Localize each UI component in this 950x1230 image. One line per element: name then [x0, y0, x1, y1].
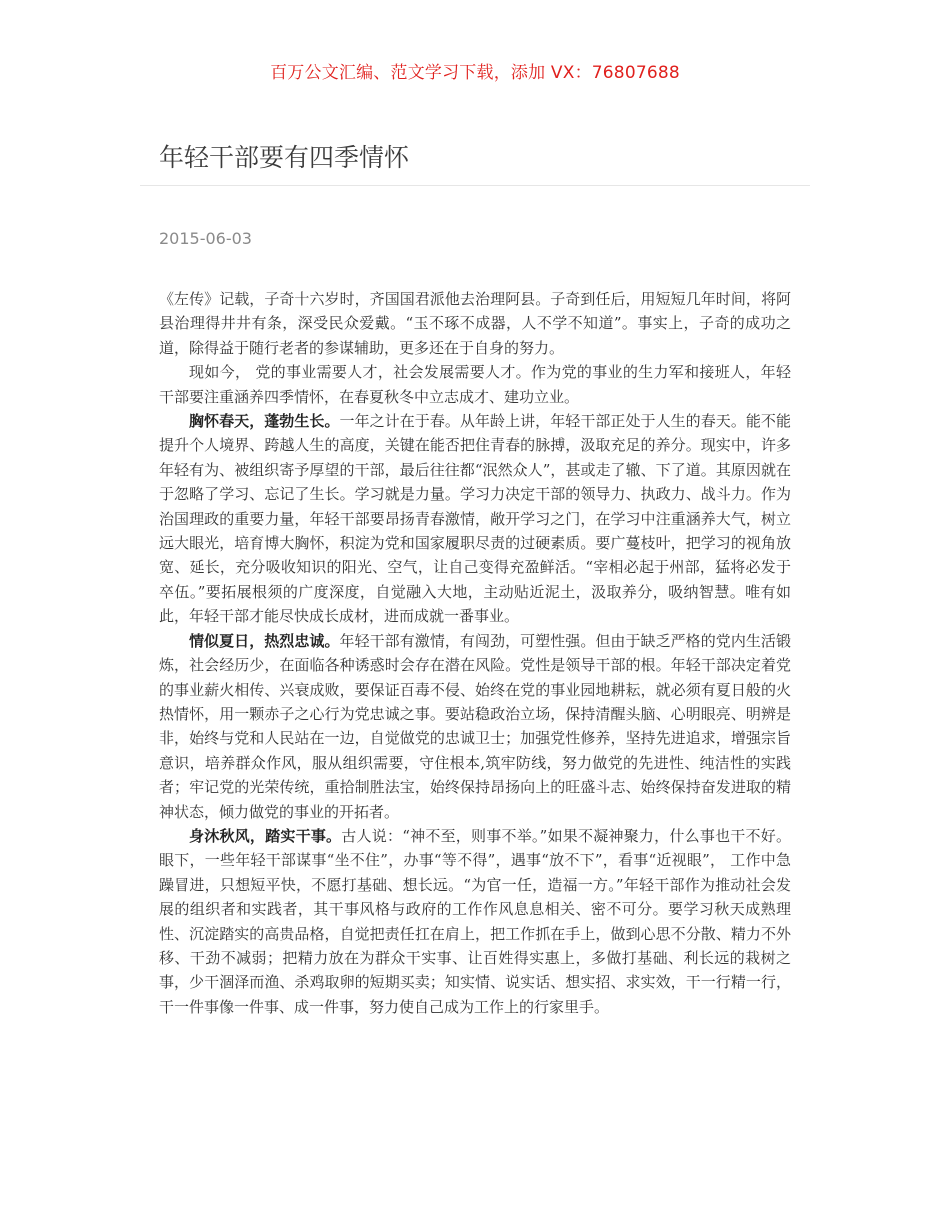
summer-paragraph	[159, 629, 791, 824]
page-title: 年轻干部要有四季情怀	[159, 143, 410, 172]
article-body	[159, 287, 791, 1019]
autumn-heading: 身沐秋风，踏实干事。	[189, 826, 342, 845]
autumn-paragraph	[159, 824, 791, 1019]
summer-body: 年轻干部有激情，有闯劲，可塑性强。但由于缺乏严格的党内生活锻炼，社会经历少，在面临各种诱惑时会存在潜在风险。党性是领导干部的根。年轻干部决定着党的事业薪火相传、兴衰成败，要保证百毒不侵、始终在党的事业园地耕耘，就必须有夏日般的火热情怀，用一颗赤子之心行为党忠诚之事。要站稳政治立场，保持清醒头脑、心明眼亮、明辨是非，始终与党和人民站在一边，自觉做党的忠诚卫士；加强党性修养，坚持先进追求，增强宗旨意识，培养群众作风，服从组织需要，守住根本,筑牢防线，努力做党的先进性、纯洁性的实践者；牢记党的光荣传统，重拾制胜法宝，始终保持昂扬向上的旺盛斗志、始终保持奋发进取的精神状态，倾力做党的事业的开拓者。	[159, 631, 791, 821]
spring-heading: 胸怀春天，蓬勃生长。	[189, 412, 340, 431]
promo-banner: 百万公文汇编、范文学习下载，添加 VX：76807688	[270, 63, 680, 83]
overview-paragraph: 现如今， 党的事业需要人才，社会发展需要人才。作为党的事业的生力军和接班人，年轻干部要注重涵养四季情怀，在春夏秋冬中立志成才、建功立业。	[159, 363, 791, 406]
publish-date: 2015-06-03	[159, 229, 252, 248]
spring-paragraph	[159, 409, 791, 629]
title-divider	[140, 185, 810, 186]
autumn-body: 古人说：“神不至，则事不举。”如果不凝神聚力，什么事也干不好。眼下，一些年轻干部谋事“坐不住”，办事“等不得”，遇事“放不下”，看事“近视眼”， 工作中急躁冒进，只想短平快，不愿打基础、想长远。“为官一任，造福一方。”年轻干部作为推动社会发展的组织者和实践者，其干事风格与政府的工作作风息息相关、密不可分。要学习秋天成熟理性、沉淀踏实的高贵品格，自觉把责任扛在肩上，把工作抓在手上，做到心思不分散、精力不外移、干劲不减弱；把精力放在为群众干实事、让百姓得实惠上，多做打基础、利长远的栽树之事，少干涸泽而渔、杀鸡取卵的短期买卖；知实情、说实话、想实招、求实效，干一行精一行，干一件事像一件事、成一件事，努力使自己成为工作上的行家里手。	[159, 826, 791, 1016]
spring-body: 一年之计在于春。从年龄上讲，年轻干部正处于人生的春天。能不能提升个人境界、跨越人生的高度，关键在能否把住青春的脉搏，汲取充足的养分。现实中，许多年轻有为、被组织寄予厚望的干部，最后往往都“泯然众人”，甚或走了辙、下了道。其原因就在于忽略了学习、忘记了生长。学习就是力量。学习力决定干部的领导力、执政力、战斗力。作为治国理政的重要力量，年轻干部要昂扬青春激情，敞开学习之门，在学习中注重涵养大气，树立远大眼光，培育博大胸怀，积淀为党和国家履职尽责的过硬素质。要广蔓枝叶，把学习的视角放宽、延长，充分吸收知识的阳光、空气，让自己变得充盈鲜活。“宰相必起于州部，猛将必发于卒伍。”要拓展根须的广度深度，自觉融入大地，主动贴近泥土，汲取养分，吸纳智慧。唯有如此，年轻干部才能尽快成长成材，进而成就一番事业。	[159, 412, 791, 626]
intro-paragraph: 《左传》记载，子奇十六岁时，齐国国君派他去治理阿县。子奇到任后，用短短几年时间，将阿县治理得井井有条，深受民众爱戴。“玉不琢不成器，人不学不知道”。事实上，子奇的成功之道，除得益于随行老者的参谋辅助，更多还在于自身的努力。	[159, 290, 791, 357]
summer-heading: 情似夏日，热烈忠诚。	[189, 631, 340, 650]
